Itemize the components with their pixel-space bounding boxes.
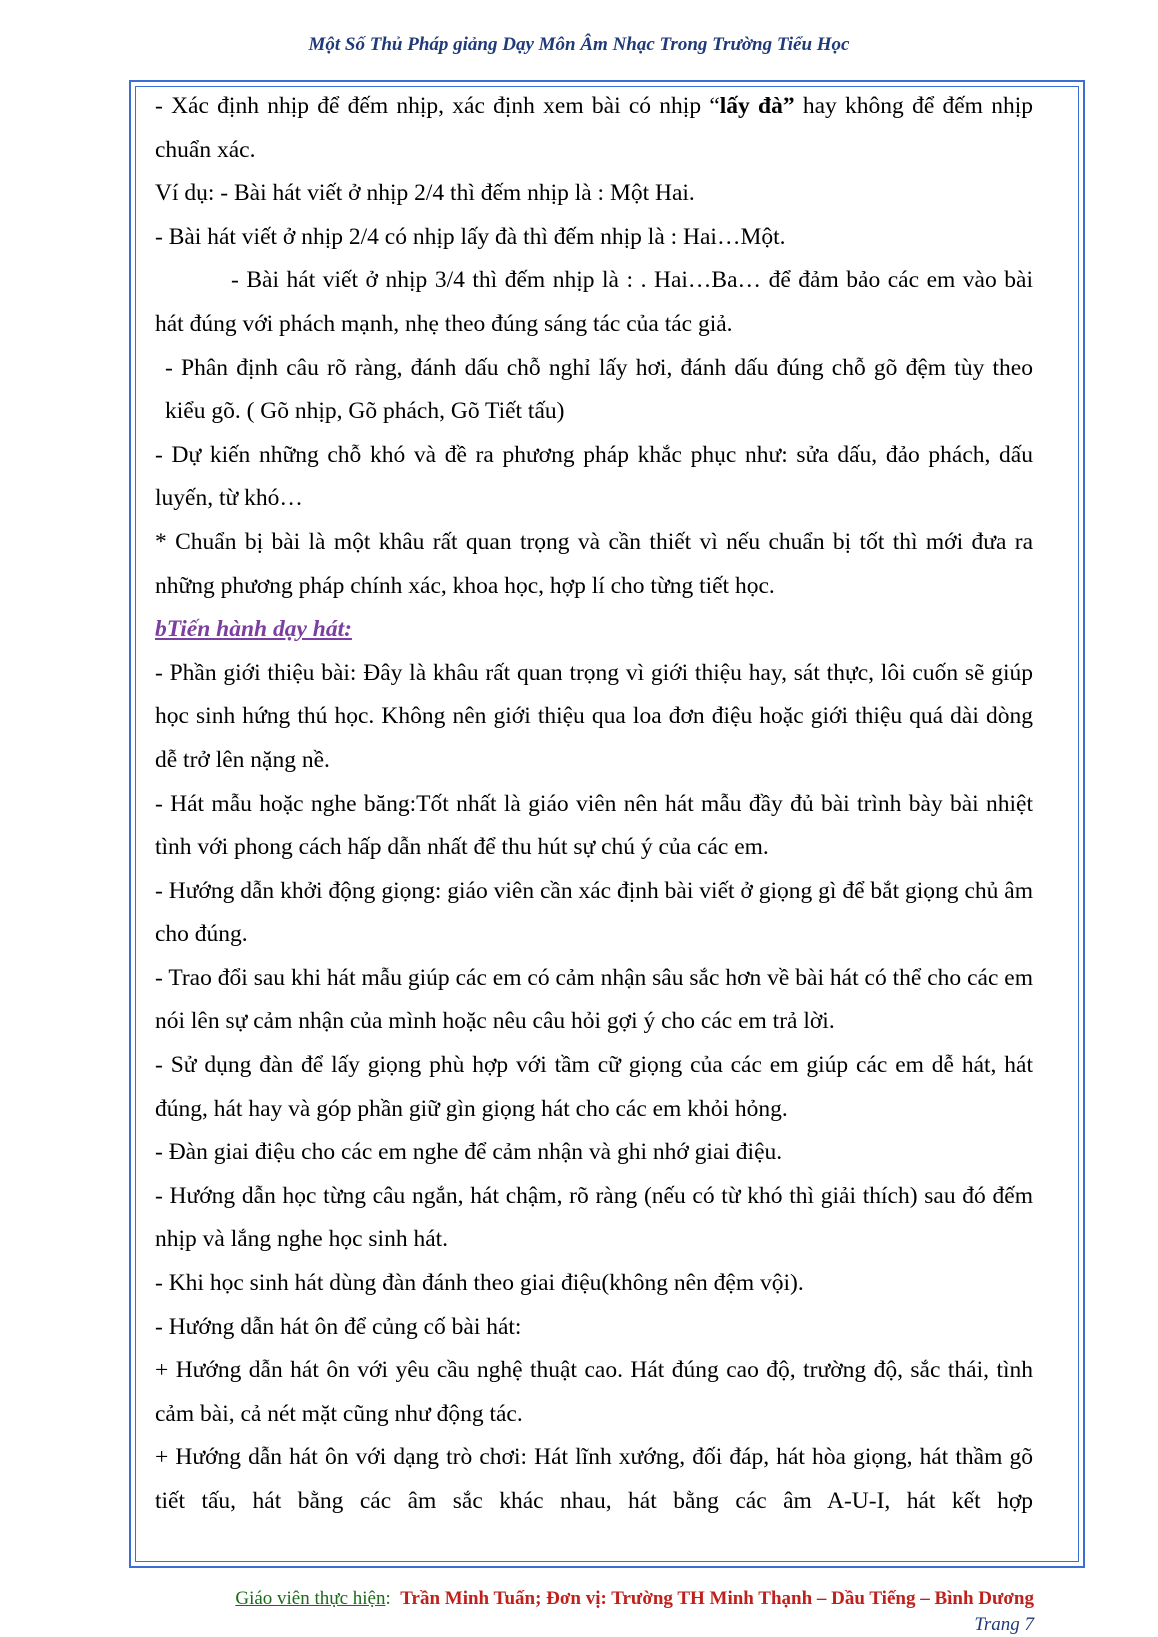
paragraph: - Phần giới thiệu bài: Đây là khâu rất quan trọng vì giới thiệu hay, sát thực, lôi cuốn sẽ giúp học sinh hứng thú học. Không nên giới thiệu qua loa đơn điệu hoặc giới thiệu quá dài dòng dễ trở lên nặng nề. [155,659,1033,773]
paragraph: - Trao đổi sau khi hát mẫu giúp các em có cảm nhận sâu sắc hơn về bài hát có thể cho các em nói lên sự cảm nhận của mình hoặc nêu câu hỏi gợi ý cho các em trả lời. [155,964,1033,1035]
paragraph: - Khi học sinh hát dùng đàn đánh theo giai điệu(không nên đệm vội). [155,1270,804,1297]
example-line: - Bài hát viết ở nhịp 2/4 có nhịp lấy đà thì đếm nhịp là : Hai…Một. [155,223,786,250]
paragraph: - Đàn giai điệu cho các em nghe để cảm nhận và ghi nhớ giai điệu. [155,1139,783,1166]
paragraph: - Dự kiến những chỗ khó và đề ra phương pháp khắc phục như: sửa dấu, đảo phách, dấu luyến, từ khó… [155,441,1033,512]
paragraph: - Hát mẫu hoặc nghe băng:Tốt nhất là giáo viên nên hát mẫu đầy đủ bài trình bày bài nhiệt tình với phong cách hấp dẫn nhất để thu hút sự chú ý của các em. [155,790,1033,861]
page-footer [0,1588,1034,1610]
paragraph: - Bài hát viết ở nhịp 3/4 thì đếm nhịp là : . Hai…Ba… để đảm bảo các em vào bài hát đúng với phách mạnh, nhẹ theo đúng sáng tác của tác giả. [155,267,1033,337]
document-body [155,85,1033,1524]
paragraph [155,85,1033,172]
paragraph: - Phân định câu rõ ràng, đánh dấu chỗ nghỉ lấy hơi, đánh dấu đúng chỗ gõ đệm tùy theo kiểu gõ. ( Gõ nhịp, Gõ phách, Gõ Tiết tấu) [165,354,1033,425]
footer-author: Trần Minh Tuấn; Đơn vị: Trường TH Minh Thạnh – Dầu Tiếng – Bình Dương [400,1588,1034,1609]
page-number: Trang 7 [974,1614,1034,1635]
page-header-title: Một Số Thủ Pháp giảng Dạy Môn Âm Nhạc Trong Trường Tiểu Học [308,34,850,55]
paragraph: + Hướng dẫn hát ôn với yêu cầu nghệ thuật cao. Hát đúng cao độ, trường độ, sắc thái, tình cảm bài, cả nét mặt cũng như động tác. [155,1357,1033,1427]
paragraph: - Sử dụng đàn để lấy giọng phù hợp với tầm cữ giọng của các em giúp các em dễ hát, hát đúng, hát hay và góp phần giữ gìn giọng hát cho các em khỏi hỏng. [155,1052,1033,1122]
emphasis-text: lấy đà” [719,93,795,119]
paragraph: - Hướng dẫn hát ôn để củng cố bài hát: [155,1313,522,1340]
section-title: bTiến hành dạy hát: [155,616,352,643]
footer-colon: : [385,1588,391,1609]
paragraph: + Hướng dẫn hát ôn với dạng trò chơi: Hát lĩnh xướng, đối đáp, hát hòa giọng, hát thầm gõ tiết tấu, hát bằng các âm sắc khác nhau, hát bằng các âm A-U-I, hát kết hợp [155,1444,1033,1514]
example-line: Ví dụ: - Bài hát viết ở nhịp 2/4 thì đếm nhịp là : Một Hai. [155,180,695,207]
paragraph-text: hay không để đếm nhịp chuẩn xác. [155,93,1033,163]
paragraph-text: - Xác định nhịp để đếm nhịp, xác định xem bài có nhịp “ [155,93,720,119]
footer-label: Giáo viên thực hiện [235,1588,386,1609]
paragraph: - Hướng dẫn học từng câu ngắn, hát chậm, rõ ràng (nếu có từ khó thì giải thích) sau đó đếm nhịp và lắng nghe học sinh hát. [155,1182,1033,1253]
paragraph: * Chuẩn bị bài là một khâu rất quan trọng và cần thiết vì nếu chuẩn bị tốt thì mới đưa ra những phương pháp chính xác, khoa học, hợp lí cho từng tiết học. [155,528,1033,599]
paragraph: - Hướng dẫn khởi động giọng: giáo viên cần xác định bài viết ở giọng gì để bắt giọng chủ âm cho đúng. [155,877,1033,948]
